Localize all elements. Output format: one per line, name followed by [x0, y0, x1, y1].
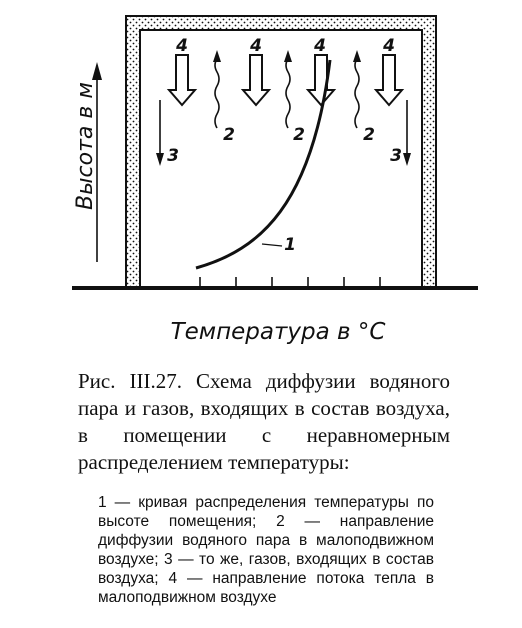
- marker-3: 3: [390, 146, 402, 166]
- heat-flow-markers: [175, 36, 395, 56]
- heat-flow-arrows: [169, 55, 402, 105]
- heat-flow-arrow-icon: [376, 55, 402, 105]
- x-axis-label: Температура в °С: [170, 319, 386, 345]
- marker-4: 4: [383, 36, 395, 56]
- marker-4: 4: [250, 36, 262, 56]
- marker-2: 2: [293, 125, 305, 145]
- wavy-arrow-icon: [215, 59, 219, 128]
- curve-leader-line: [262, 244, 282, 246]
- marker-4: 4: [176, 36, 188, 56]
- y-axis-label: Высота в м: [73, 82, 98, 210]
- marker-2: 2: [223, 125, 235, 145]
- heat-flow-arrow-icon: [243, 55, 269, 105]
- heat-flow-arrow-icon: [169, 55, 195, 105]
- figure-caption: Рис. III.27. Схема диффузии водяного пара и газов, входящих в состав воздуха, в помещении с неравномерным распределением температуры:: [78, 369, 450, 474]
- marker-3: 3: [167, 146, 179, 166]
- marker-1: 1: [284, 235, 296, 255]
- vapor-diffusion-arrows: [215, 59, 359, 128]
- figure-legend: 1 — кривая распределения температуры по высоте помещения; 2 — направление диффузии водяного пара в малоподвижном воздухе; 3 — то же, газов, входящих в состав воздуха; 4 — направление потока тепла в малоподвижном воздухе: [98, 494, 434, 606]
- wavy-arrow-icon: [286, 59, 290, 128]
- wavy-arrow-icon: [355, 59, 359, 128]
- marker-4: 4: [314, 36, 326, 56]
- vapor-markers: [223, 125, 375, 145]
- floor-ticks: [200, 277, 380, 286]
- marker-2: 2: [363, 125, 375, 145]
